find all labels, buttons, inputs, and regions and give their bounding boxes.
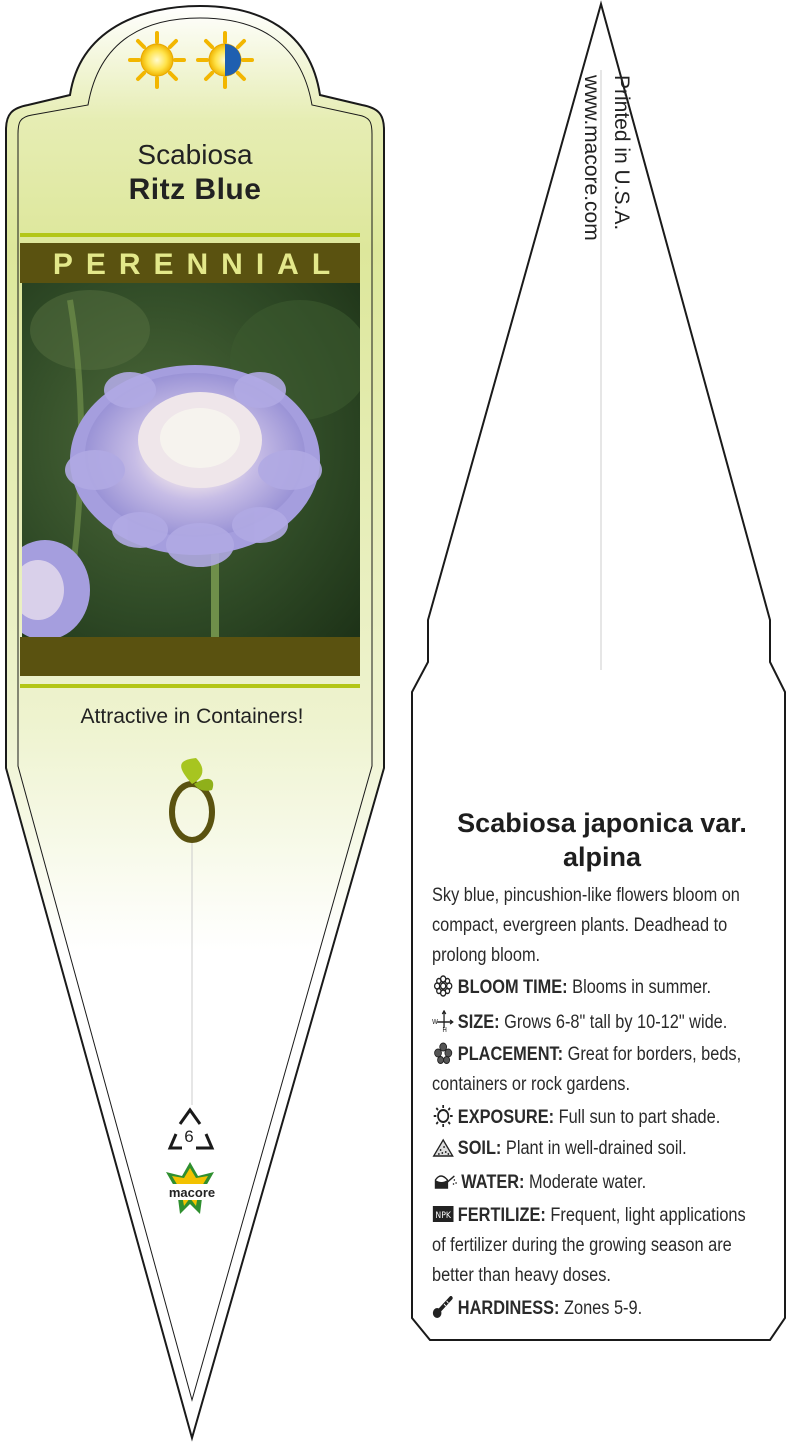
flower-icon [432,975,454,997]
care-placement-cont [432,1070,662,1100]
tagline: Attractive in Containers! [80,705,304,728]
care-text-cont: of fertilizer during the growing season are [432,1235,732,1256]
care-text: Full sun to part shade. [554,1107,721,1128]
care-label: SIZE: [457,1012,500,1033]
botanical-name: Scabiosa japonica var. alpina [457,808,747,872]
website: www.macore.com [580,75,603,241]
common-name: Scabiosa [137,139,253,170]
recycle-number: 6 [184,1127,194,1146]
care-label: FERTILIZE: [457,1205,546,1226]
svg-text:NPK: NPK [435,1209,451,1221]
care-text: Moderate water. [524,1172,647,1193]
care-bloom-time [432,973,757,1003]
care-text-cont: better than heavy doses. [432,1265,611,1286]
care-water [432,1168,681,1198]
care-hardiness [432,1294,676,1324]
care-fertilize [432,1201,791,1231]
care-label: EXPOSURE: [457,1107,555,1128]
care-text: Great for borders, beds, [563,1044,742,1065]
care-label: PLACEMENT: [457,1044,564,1065]
svg-text:W: W [432,1017,438,1027]
care-text-cont: containers or rock gardens. [432,1074,631,1095]
care-text: Frequent, light applications [545,1205,746,1226]
care-placement [432,1040,791,1070]
care-label: HARDINESS: [457,1298,560,1319]
watering-can-icon [432,1170,458,1192]
care-exposure [432,1103,767,1133]
thermometer-icon [432,1296,454,1318]
care-text: Zones 5-9. [559,1298,643,1319]
size-icon [432,1010,454,1032]
care-fertilize-cont-1 [432,1231,781,1261]
placement-icon [432,1042,454,1064]
soil-icon [432,1136,454,1158]
npk-icon [432,1203,454,1225]
care-fertilize-cont-2 [432,1261,640,1291]
care-text: Blooms in summer. [567,977,712,998]
printing-info [566,75,636,375]
care-text: Grows 6-8" tall by 10-12" wide. [499,1012,728,1033]
printed-in: Printed in U.S.A. [610,75,633,231]
brand-name: macore [168,1185,216,1200]
description: Sky blue, pincushion-like flowers bloom on compact, evergreen plants. Deadhead to prolong bloom. [432,885,740,966]
care-soil [432,1134,728,1164]
cultivar-name: Ritz Blue [128,173,262,206]
care-size [432,1008,775,1038]
care-label: SOIL: [457,1138,502,1159]
care-label: BLOOM TIME: [457,977,568,998]
sun-icon [432,1105,454,1127]
care-text: Plant in well-drained soil. [501,1138,687,1159]
svg-text:H: H [442,1025,447,1032]
care-label: WATER: [461,1172,525,1193]
plant-category: PERENNIAL [52,248,344,281]
